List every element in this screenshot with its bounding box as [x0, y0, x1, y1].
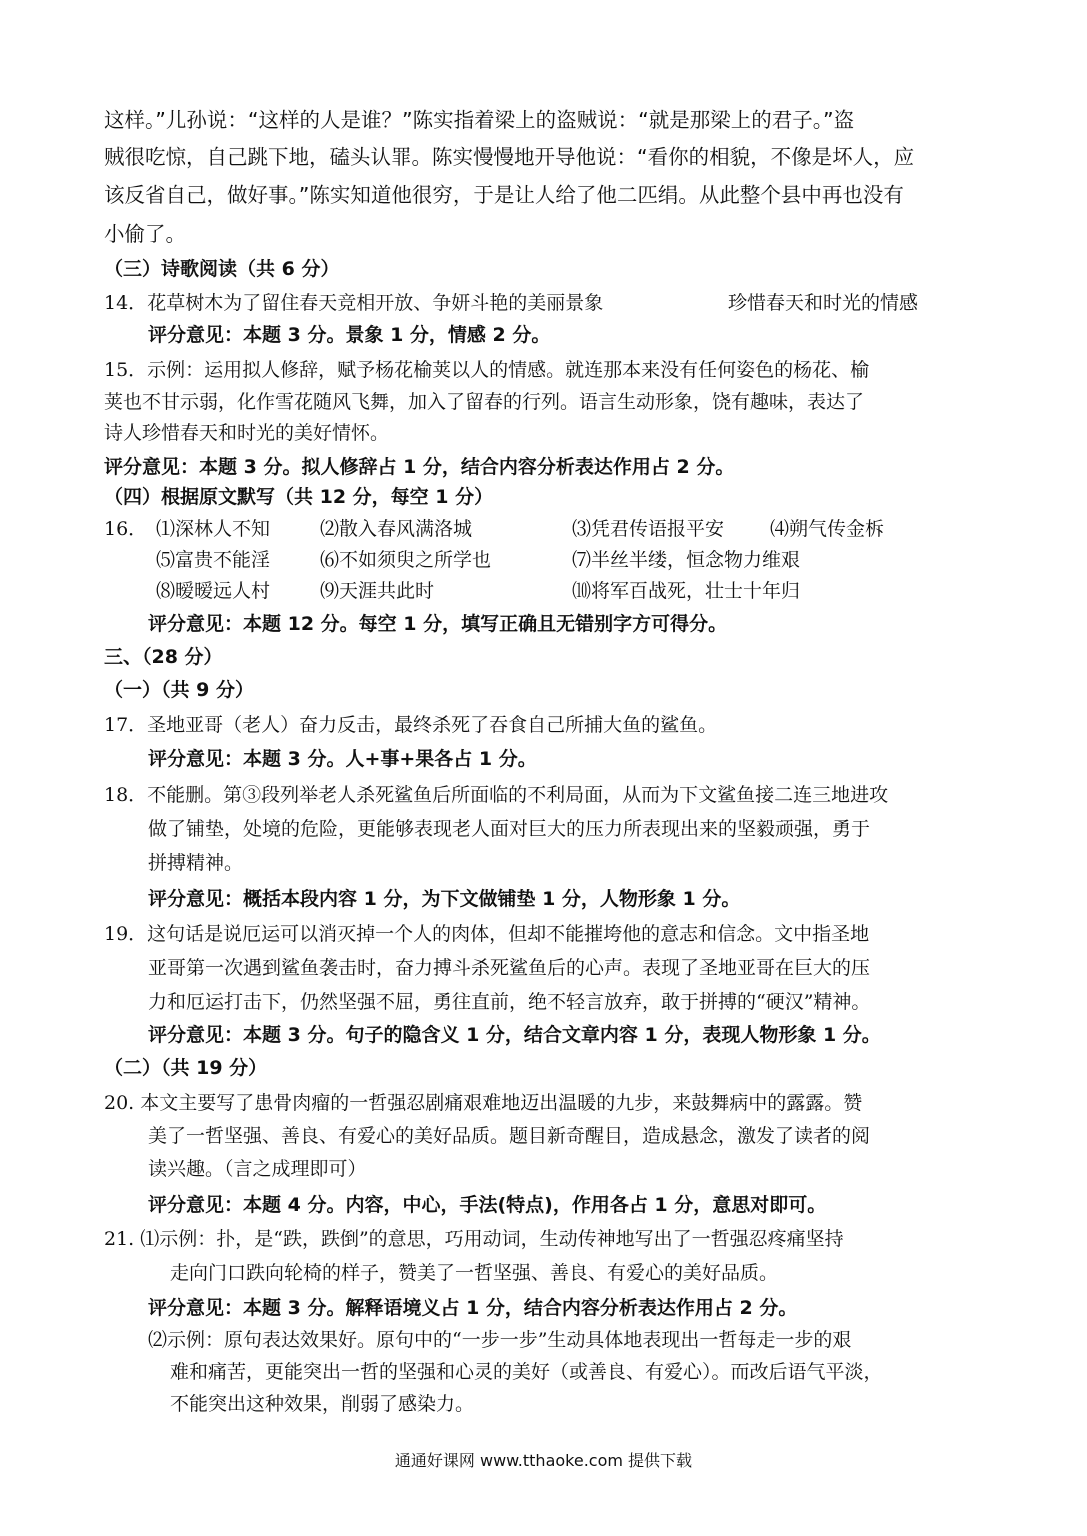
- fill-answer: ⑵散入春风满洛城: [320, 518, 473, 540]
- text-line: 该反省自己，做好事。”陈实知道他很穷，于是让人给了他二匹绢。从此整个县中再也没有: [104, 183, 904, 207]
- fill-answer: ⑻暧暧远人村: [156, 580, 271, 602]
- text-line: 这样。”儿孙说：“这样的人是谁？”陈实指着梁上的盗贼说：“就是那梁上的君子。”盗: [104, 108, 855, 132]
- fill-answer: ⑺半丝半缕，恒念物力维艰: [572, 549, 801, 571]
- text-line: 力和厄运打击下，仍然坚强不屈，勇往直前，绝不轻言放弃，敢于拼搏的“硬汉”精神。: [148, 991, 871, 1013]
- fill-answer: ⑹不如须臾之所学也: [320, 549, 492, 571]
- section-heading: （四）根据原文默写（共 12 分，每空 1 分）: [104, 486, 494, 508]
- fill-answer: ⑸富贵不能淫: [156, 549, 271, 571]
- section-heading: （三）诗歌阅读（共 6 分）: [104, 258, 340, 280]
- page-footer: 通通好课网 www.tthaoke.com 提供下载: [394, 1451, 693, 1470]
- scoring-note: 评分意见：本题 3 分。人+事+果各占 1 分。: [148, 748, 537, 770]
- question-number: 14．: [104, 292, 148, 314]
- section-heading: （二）（共 19 分）: [104, 1057, 268, 1079]
- scoring-note: 评分意见：本题 3 分。景象 1 分，情感 2 分。: [148, 324, 551, 346]
- text-line: 19．这句话是说厄运可以消灭掉一个人的肉体，但却不能摧垮他的意志和信念。文中指圣地: [104, 923, 870, 945]
- text-line: 美了一哲坚强、善良、有爱心的美好品质。题目新奇醒目，造成悬念，激发了读者的阅: [148, 1125, 871, 1147]
- text-line: 拼搏精神。: [148, 852, 244, 874]
- fill-answer: ⑼天涯共此时: [320, 580, 435, 602]
- scoring-note: 评分意见：本题 3 分。解释语境义占 1 分，结合内容分析表达作用占 2 分。: [148, 1297, 798, 1319]
- text-line: 17．圣地亚哥（老人）奋力反击，最终杀死了吞食自己所捕大鱼的鲨鱼。: [104, 714, 718, 736]
- question-number: 16．: [104, 518, 148, 540]
- question-14: [104, 291, 603, 315]
- scoring-note: 评分意见：本题 4 分。内容，中心，手法(特点)，作用各占 1 分，意思对即可。: [148, 1194, 827, 1216]
- text-line: 不能突出这种效果，削弱了感染力。: [170, 1393, 475, 1415]
- text-line: 走向门口跌向轮椅的样子，赞美了一哲坚强、善良、有爱心的美好品质。: [170, 1262, 779, 1284]
- fill-answer: ⑷朔气传金柝: [770, 518, 885, 540]
- text-line: 小偷了。: [104, 222, 186, 246]
- text-line: 荚也不甘示弱，化作雪花随风飞舞，加入了留春的行列。语言生动形象，饶有趣味，表达了: [104, 391, 865, 413]
- text-line: 读兴趣。（言之成理即可）: [148, 1158, 367, 1180]
- text-line: 贼很吃惊，自己跳下地，磕头认罪。陈实慢慢地开导他说：“看你的相貌，不像是坏人，应: [104, 145, 915, 169]
- scoring-note: 评分意见：本题 12 分。每空 1 分，填写正确且无错别字方可得分。: [148, 613, 728, 635]
- text-line: 18．不能删。第③段列举老人杀死鲨鱼后所面临的不利局面，从而为下文鲨鱼接二连三地进攻: [104, 784, 889, 806]
- text-line: 20. 本文主要写了患骨肉瘤的一哲强忍剧痛艰难地迈出温暖的九步，来鼓舞病中的露露。赞: [104, 1092, 863, 1114]
- text-line: 诗人珍惜春天和时光的美好情怀。: [104, 422, 390, 444]
- fill-answer: ⑽将军百战死，壮士十年归: [572, 580, 801, 602]
- answer-text: 珍惜春天和时光的情感: [728, 292, 919, 314]
- section-heading: （一）（共 9 分）: [104, 679, 254, 701]
- text-line: ⑵示例：原句表达效果好。原句中的“一步一步”生动具体地表现出一哲每走一步的艰: [148, 1329, 852, 1351]
- answer-text: 花草树木为了留住春天竞相开放、争妍斗艳的美丽景象: [147, 292, 604, 314]
- scoring-note: 评分意见：本题 3 分。拟人修辞占 1 分，结合内容分析表达作用占 2 分。: [104, 456, 735, 478]
- fill-answer: ⑴深林人不知: [156, 518, 271, 540]
- text-line: 15．示例：运用拟人修辞，赋予杨花榆荚以人的情感。就连那本来没有任何姿色的杨花、榆: [104, 359, 870, 381]
- text-line: 21. ⑴示例：扑，是“跌，跌倒”的意思，巧用动词，生动传神地写出了一哲强忍疼痛坚持: [104, 1228, 844, 1250]
- fill-answer: ⑶凭君传语报平安: [572, 518, 725, 540]
- part-heading: 三、（28 分）: [104, 646, 223, 668]
- text-line: 做了铺垫，处境的危险，更能够表现老人面对巨大的压力所表现出来的坚毅顽强，勇于: [148, 818, 871, 840]
- text-line: 亚哥第一次遇到鲨鱼袭击时，奋力搏斗杀死鲨鱼后的心声。表现了圣地亚哥在巨大的压: [148, 957, 871, 979]
- scoring-note: 评分意见：概括本段内容 1 分，为下文做铺垫 1 分，人物形象 1 分。: [148, 888, 741, 910]
- scoring-note: 评分意见：本题 3 分。句子的隐含义 1 分，结合文章内容 1 分，表现人物形象 1 分。: [148, 1024, 881, 1046]
- text-line: 难和痛苦，更能突出一哲的坚强和心灵的美好（或善良、有爱心）。而改后语气平淡，: [170, 1361, 883, 1383]
